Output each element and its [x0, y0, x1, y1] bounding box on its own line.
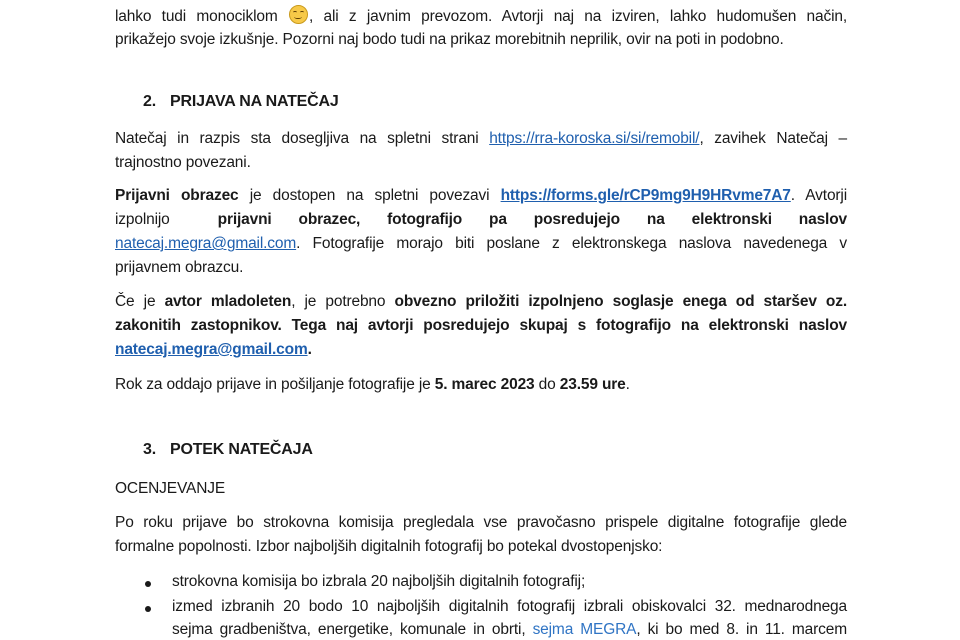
s2-p2-line-4: prijavnem obrazcu. — [115, 259, 244, 276]
forms-link[interactable]: https://forms.gle/rCP9mg9H9HRvme7A7 — [500, 187, 791, 204]
email-link[interactable]: natecaj.megra@gmail.com — [115, 341, 308, 358]
bold-text: Prijavni obrazec — [115, 187, 239, 204]
s2-p1-line-2: trajnostno povezani. — [115, 154, 251, 171]
text: lahko tudi monociklom — [115, 8, 288, 25]
text: . Fotografije morajo biti poslane z elektronskega naslova navedenega v — [296, 235, 847, 252]
deadline-time: 23.59 ure — [559, 376, 626, 393]
bullet-item-2: izmed izbranih 20 bodo 10 najboljših digitalnih fotografij izbrali obiskovalci 32. mednarodnega — [172, 598, 847, 615]
text: Natečaj in razpis sta dosegljiva na spletni strani — [115, 130, 490, 147]
s3-p1-line-1: Po roku prijave bo strokovna komisija pregledala vse pravočasno prispele digitalne fotografije glede — [115, 514, 847, 531]
bold-text: avtor mladoleten — [164, 293, 292, 310]
text: , ki bo med 8. in 11. marcem — [636, 621, 847, 638]
s2-p2-line-1 — [115, 186, 847, 206]
s2-p2-line-2 — [115, 210, 847, 230]
bullet-icon — [145, 606, 151, 612]
deadline-date: 5. marec 2023 — [434, 376, 535, 393]
email-link[interactable]: natecaj.megra@gmail.com — [115, 235, 297, 252]
subheading-ocenjevanje: OCENJEVANJE — [115, 480, 226, 497]
bold-text: prijavni obrazec, fotografijo pa posredujejo na elektronski naslov — [217, 211, 847, 228]
text: , je potrebno — [291, 293, 395, 310]
text: Rok za oddajo prijave in pošiljanje fotografije je — [115, 376, 435, 393]
text: Če je — [115, 293, 165, 310]
s3-p1-line-2: formalne popolnosti. Izbor najboljših digitalnih fotografij bo potekal dvostopenjsko: — [115, 538, 663, 555]
bold-text: obvezno priložiti izpolnjeno soglasje enega od staršev oz. — [394, 293, 847, 310]
s2-p3-line-1 — [115, 292, 847, 312]
text: izpolnijo — [115, 211, 170, 228]
smiling-face-emoji-icon — [289, 5, 308, 24]
s2-p1-line-1 — [115, 129, 847, 149]
bullet-icon — [145, 581, 151, 587]
s2-p2-line-3 — [115, 234, 847, 254]
section-3-heading — [143, 440, 313, 460]
s2-p3-line-3 — [115, 340, 847, 360]
text: . — [307, 341, 312, 358]
text: je dostopen na spletni povezavi — [238, 187, 501, 204]
intro-line-1 — [115, 5, 847, 27]
s2-p4-line-1 — [115, 375, 847, 395]
section-title: POTEK NATEČAJA — [170, 441, 313, 458]
text: , zavihek Natečaj – — [699, 130, 847, 147]
remobil-link[interactable]: https://rra-koroska.si/si/remobil/ — [489, 130, 700, 147]
text: sejma gradbeništva, energetike, komunale in obrti, — [172, 621, 533, 638]
section-number: 2. — [143, 93, 156, 110]
text: . — [625, 376, 630, 393]
section-2-heading — [143, 92, 339, 112]
section-number: 3. — [143, 441, 156, 458]
bullet-item-1: strokovna komisija bo izbrala 20 najboljših digitalnih fotografij; — [172, 573, 586, 590]
text: do — [534, 376, 560, 393]
section-title: PRIJAVA NA NATEČAJ — [170, 93, 339, 110]
text: , ali z javnim prevozom. Avtorji naj na izviren, lahko hudomušen način, — [308, 8, 847, 25]
bullet-item-2-line-2 — [172, 620, 847, 640]
text: . Avtorji — [790, 187, 848, 204]
s2-p3-line-2: zakonitih zastopnikov. Tega naj avtorji posredujejo skupaj s fotografijo na elektronski naslov — [115, 317, 847, 334]
megra-link[interactable]: sejma MEGRA — [532, 621, 637, 638]
intro-line-2: prikažejo svoje izkušnje. Pozorni naj bodo tudi na prikaz morebitnih neprilik, ovir na poti in podobno. — [115, 31, 784, 48]
